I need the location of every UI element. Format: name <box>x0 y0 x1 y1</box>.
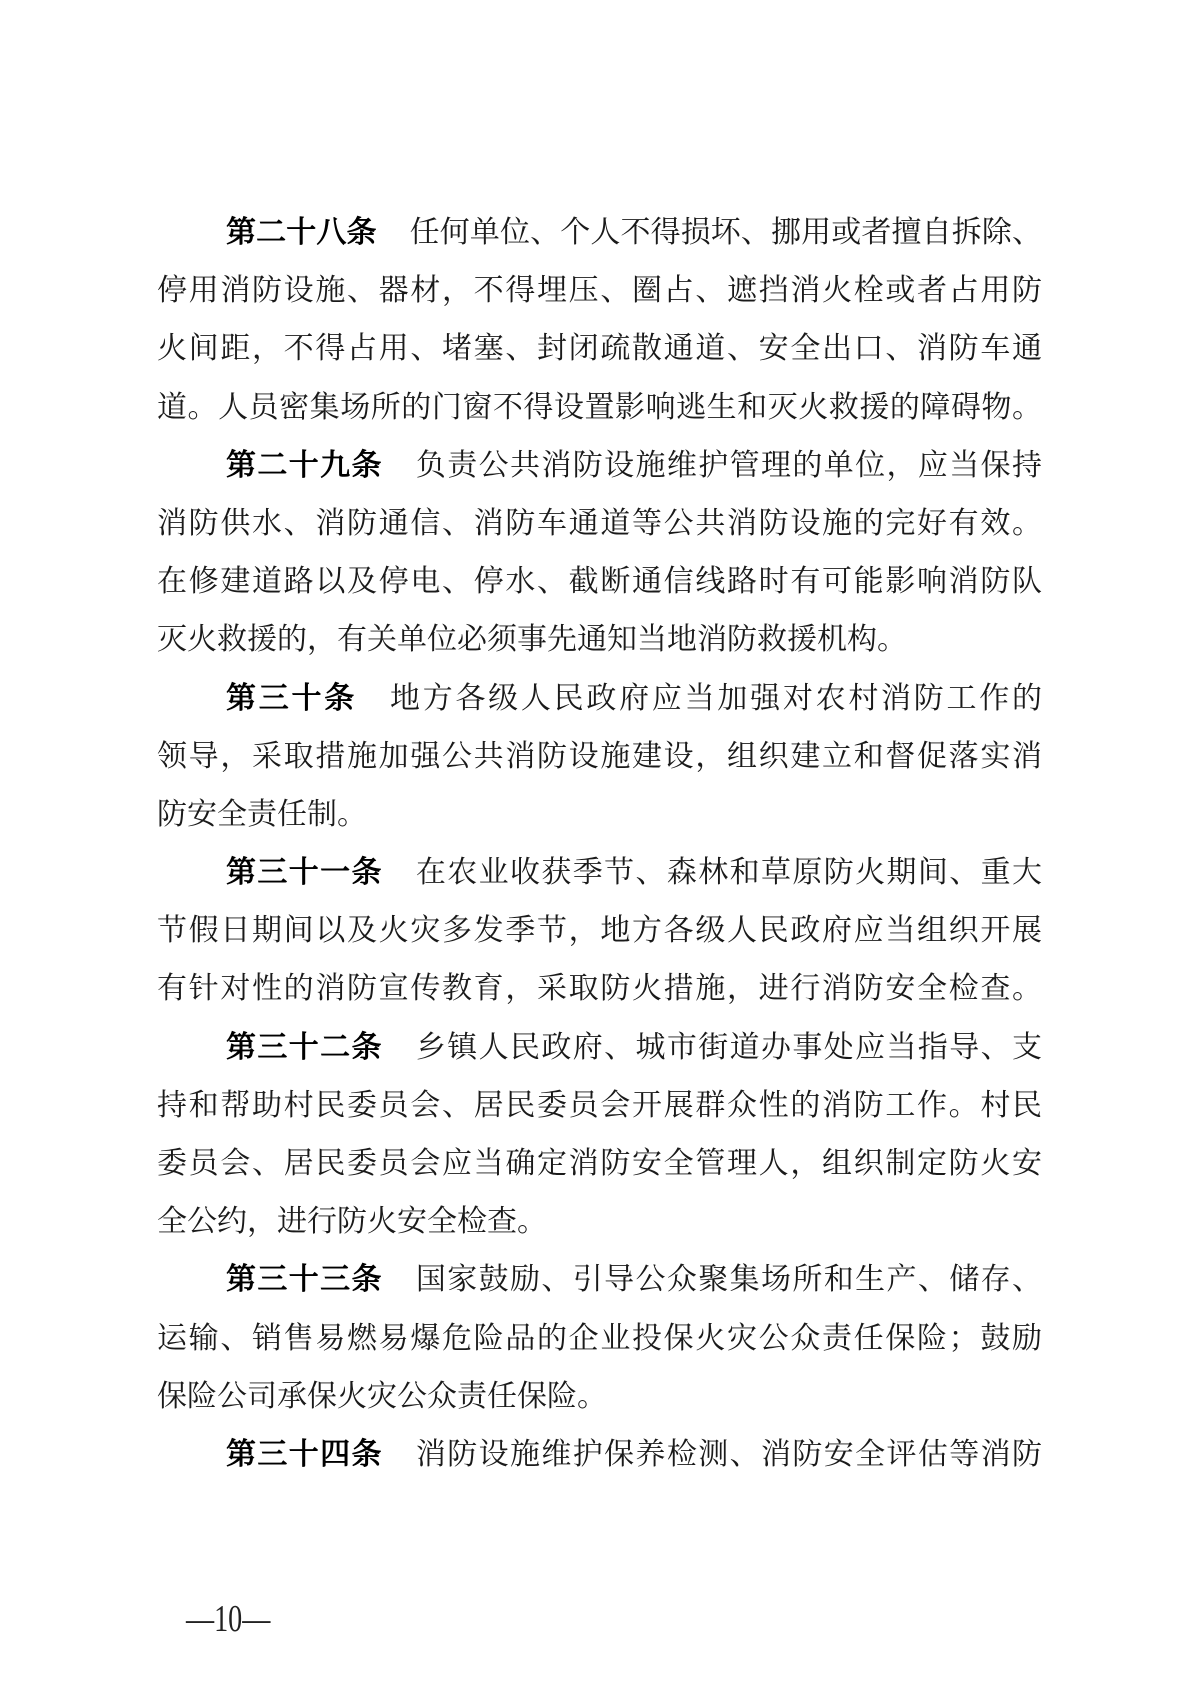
text-line: 防安全责任制。 <box>157 797 367 831</box>
article-text: 负责公共消防设施维护管理的单位，应当保持 <box>415 448 1042 482</box>
text-line: 运输、销售易燃易爆危险品的企业投保火灾公众责任保险；鼓励 <box>157 1321 1042 1355</box>
text-line <box>157 844 1042 902</box>
text-line: 领导，采取措施加强公共消防设施建设，组织建立和督促落实消 <box>157 739 1042 773</box>
article-text: 地方各级人民政府应当加强对农村消防工作的 <box>389 681 1042 715</box>
article-text: 乡镇人民政府、城市街道办事处应当指导、支 <box>415 1030 1042 1064</box>
article-number: 第三十条 <box>226 681 357 715</box>
article-number: 第三十三条 <box>226 1263 383 1297</box>
text-line <box>157 670 1042 728</box>
article-31 <box>157 844 1042 1019</box>
article-29 <box>157 437 1042 670</box>
article-number: 第二十九条 <box>226 448 383 482</box>
text-line: 停用消防设施、器材，不得埋压、圈占、遮挡消火栓或者占用防 <box>157 274 1042 308</box>
text-line <box>157 437 1042 495</box>
text-line: 在修建道路以及停电、停水、截断通信线路时有可能影响消防队 <box>157 565 1042 599</box>
article-text: 国家鼓励、引导公众聚集场所和生产、储存、 <box>415 1263 1042 1297</box>
article-number: 第三十二条 <box>226 1030 383 1064</box>
text-line: 消防供水、消防通信、消防车通道等公共消防设施的完好有效。 <box>157 506 1042 540</box>
text-line: 有针对性的消防宣传教育，采取防火措施，进行消防安全检查。 <box>157 972 1042 1006</box>
article-34 <box>157 1426 1042 1484</box>
text-line <box>157 1426 1042 1484</box>
text-line: 持和帮助村民委员会、居民委员会开展群众性的消防工作。村民 <box>157 1088 1042 1122</box>
article-33 <box>157 1251 1042 1426</box>
article-28 <box>157 204 1042 437</box>
article-number: 第三十四条 <box>226 1437 383 1471</box>
article-number: 第二十八条 <box>226 216 377 249</box>
text-line: 火间距，不得占用、堵塞、封闭疏散通道、安全出口、消防车通 <box>157 332 1042 366</box>
article-text: 任何单位、个人不得损坏、挪用或者擅自拆除、 <box>409 216 1042 249</box>
text-line: 委员会、居民委员会应当确定消防安全管理人，组织制定防火安 <box>157 1147 1042 1180</box>
document-body <box>157 204 1042 1484</box>
text-line: 保险公司承保火灾公众责任保险。 <box>157 1379 607 1413</box>
page-number: —10— <box>186 1598 271 1640</box>
text-line <box>157 1019 1042 1077</box>
text-line: 道。人员密集场所的门窗不得设置影响逃生和灭火救援的障碍物。 <box>157 390 1042 424</box>
text-line <box>157 1251 1042 1309</box>
article-32 <box>157 1019 1042 1252</box>
text-line <box>157 204 1042 262</box>
article-number: 第三十一条 <box>226 856 383 890</box>
article-30 <box>157 670 1042 845</box>
article-text: 在农业收获季节、森林和草原防火期间、重大 <box>415 856 1042 890</box>
text-line: 灭火救援的，有关单位必须事先通知当地消防救援机构。 <box>157 623 907 657</box>
article-text: 消防设施维护保养检测、消防安全评估等消防 <box>415 1437 1042 1471</box>
text-line: 节假日期间以及火灾多发季节，地方各级人民政府应当组织开展 <box>157 914 1042 948</box>
text-line: 全公约，进行防火安全检查。 <box>157 1205 547 1239</box>
